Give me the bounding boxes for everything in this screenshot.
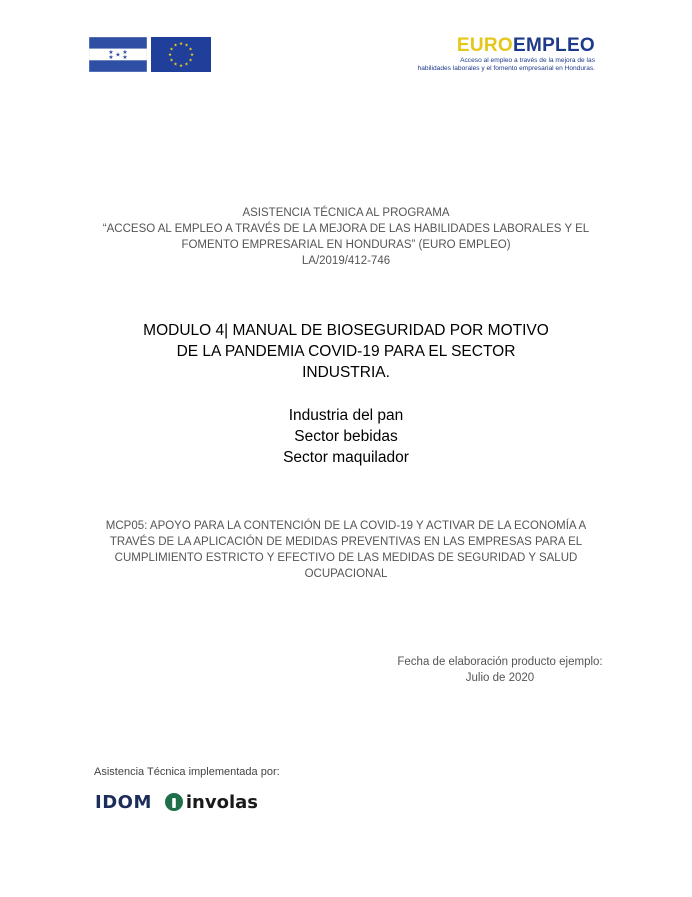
logo-tagline-line2: habilidades laborales y el fomento empresarial en Honduras. bbox=[417, 65, 595, 72]
module-title-line: DE LA PANDEMIA COVID-19 PARA EL SECTOR bbox=[176, 343, 516, 360]
honduras-flag-icon bbox=[89, 37, 147, 72]
involas-wordmark: involas bbox=[185, 791, 258, 813]
logo-tagline-line1: Acceso al empleo a través de la mejora de las bbox=[460, 57, 595, 64]
eu-star-icon: ★ bbox=[184, 62, 189, 68]
mcp-description bbox=[0, 518, 692, 582]
eu-star-icon: ★ bbox=[188, 58, 193, 64]
eu-star-icon: ★ bbox=[173, 62, 178, 68]
eu-star-icon: ★ bbox=[173, 43, 178, 49]
assistance-line: FOMENTO EMPRESARIAL EN HONDURAS” (EURO EMPLEO) bbox=[181, 239, 511, 251]
partner-logos bbox=[95, 790, 258, 814]
svg-text:★: ★ bbox=[108, 54, 114, 61]
date-label: Fecha de elaboración producto ejemplo: bbox=[397, 656, 603, 668]
sectors-list bbox=[0, 405, 692, 468]
elaboration-date bbox=[380, 654, 620, 686]
module-title-line: INDUSTRIA. bbox=[302, 364, 390, 381]
svg-text:★: ★ bbox=[122, 49, 128, 56]
assistance-line: ASISTENCIA TÉCNICA AL PROGRAMA bbox=[242, 207, 450, 219]
eu-star-icon: ★ bbox=[178, 64, 184, 70]
eu-star-icon: ★ bbox=[169, 58, 174, 64]
euroempleo-logo bbox=[335, 36, 595, 73]
date-value: Julio de 2020 bbox=[465, 672, 535, 684]
svg-text:★: ★ bbox=[115, 51, 121, 59]
eu-star-icon: ★ bbox=[188, 47, 193, 53]
involas-mark-icon bbox=[164, 792, 184, 812]
module-title bbox=[0, 320, 692, 383]
involas-logo bbox=[164, 792, 258, 813]
module-title-line: MODULO 4| MANUAL DE BIOSEGURIDAD POR MOTIVO bbox=[143, 322, 549, 339]
eu-star-icon: ★ bbox=[169, 47, 174, 53]
euroempleo-brand bbox=[335, 36, 595, 56]
mcp-line: TRAVÉS DE LA APLICACIÓN DE MEDIDAS PREVENTIVAS EN LAS EMPRESAS PARA EL bbox=[109, 536, 583, 548]
assistance-line: LA/2019/412-746 bbox=[301, 255, 391, 267]
idom-logo: IDOM bbox=[95, 791, 152, 813]
sector-item: Industria del pan bbox=[288, 407, 404, 424]
sector-item: Sector bebidas bbox=[294, 428, 398, 445]
eu-star-icon: ★ bbox=[167, 53, 173, 59]
eu-star-icon: ★ bbox=[184, 43, 189, 49]
eu-star-icon: ★ bbox=[189, 53, 195, 59]
sector-item: Sector maquilador bbox=[283, 449, 409, 466]
svg-text:★: ★ bbox=[108, 49, 114, 56]
technical-assistance-block bbox=[0, 205, 692, 269]
eu-star-icon: ★ bbox=[178, 42, 184, 48]
implemented-by-label: Asistencia Técnica implementada por: bbox=[94, 766, 280, 778]
european-union-flag-icon bbox=[151, 37, 211, 72]
mcp-line: OCUPACIONAL bbox=[304, 568, 388, 580]
svg-text:★: ★ bbox=[122, 54, 128, 61]
mcp-line: MCP05: APOYO PARA LA CONTENCIÓN DE LA COVID-19 Y ACTIVAR DE LA ECONOMÍA A bbox=[105, 520, 587, 532]
assistance-line: “ACCESO AL EMPLEO A TRAVÉS DE LA MEJORA DE LAS HABILIDADES LABORALES Y EL bbox=[102, 223, 590, 235]
logo-brand-empleo: EMPLEO bbox=[512, 35, 595, 56]
mcp-line: CUMPLIMIENTO ESTRICTO Y EFECTIVO DE LAS MEDIDAS DE SEGURIDAD Y SALUD bbox=[114, 552, 578, 564]
logo-brand-euro: EURO bbox=[456, 35, 513, 56]
